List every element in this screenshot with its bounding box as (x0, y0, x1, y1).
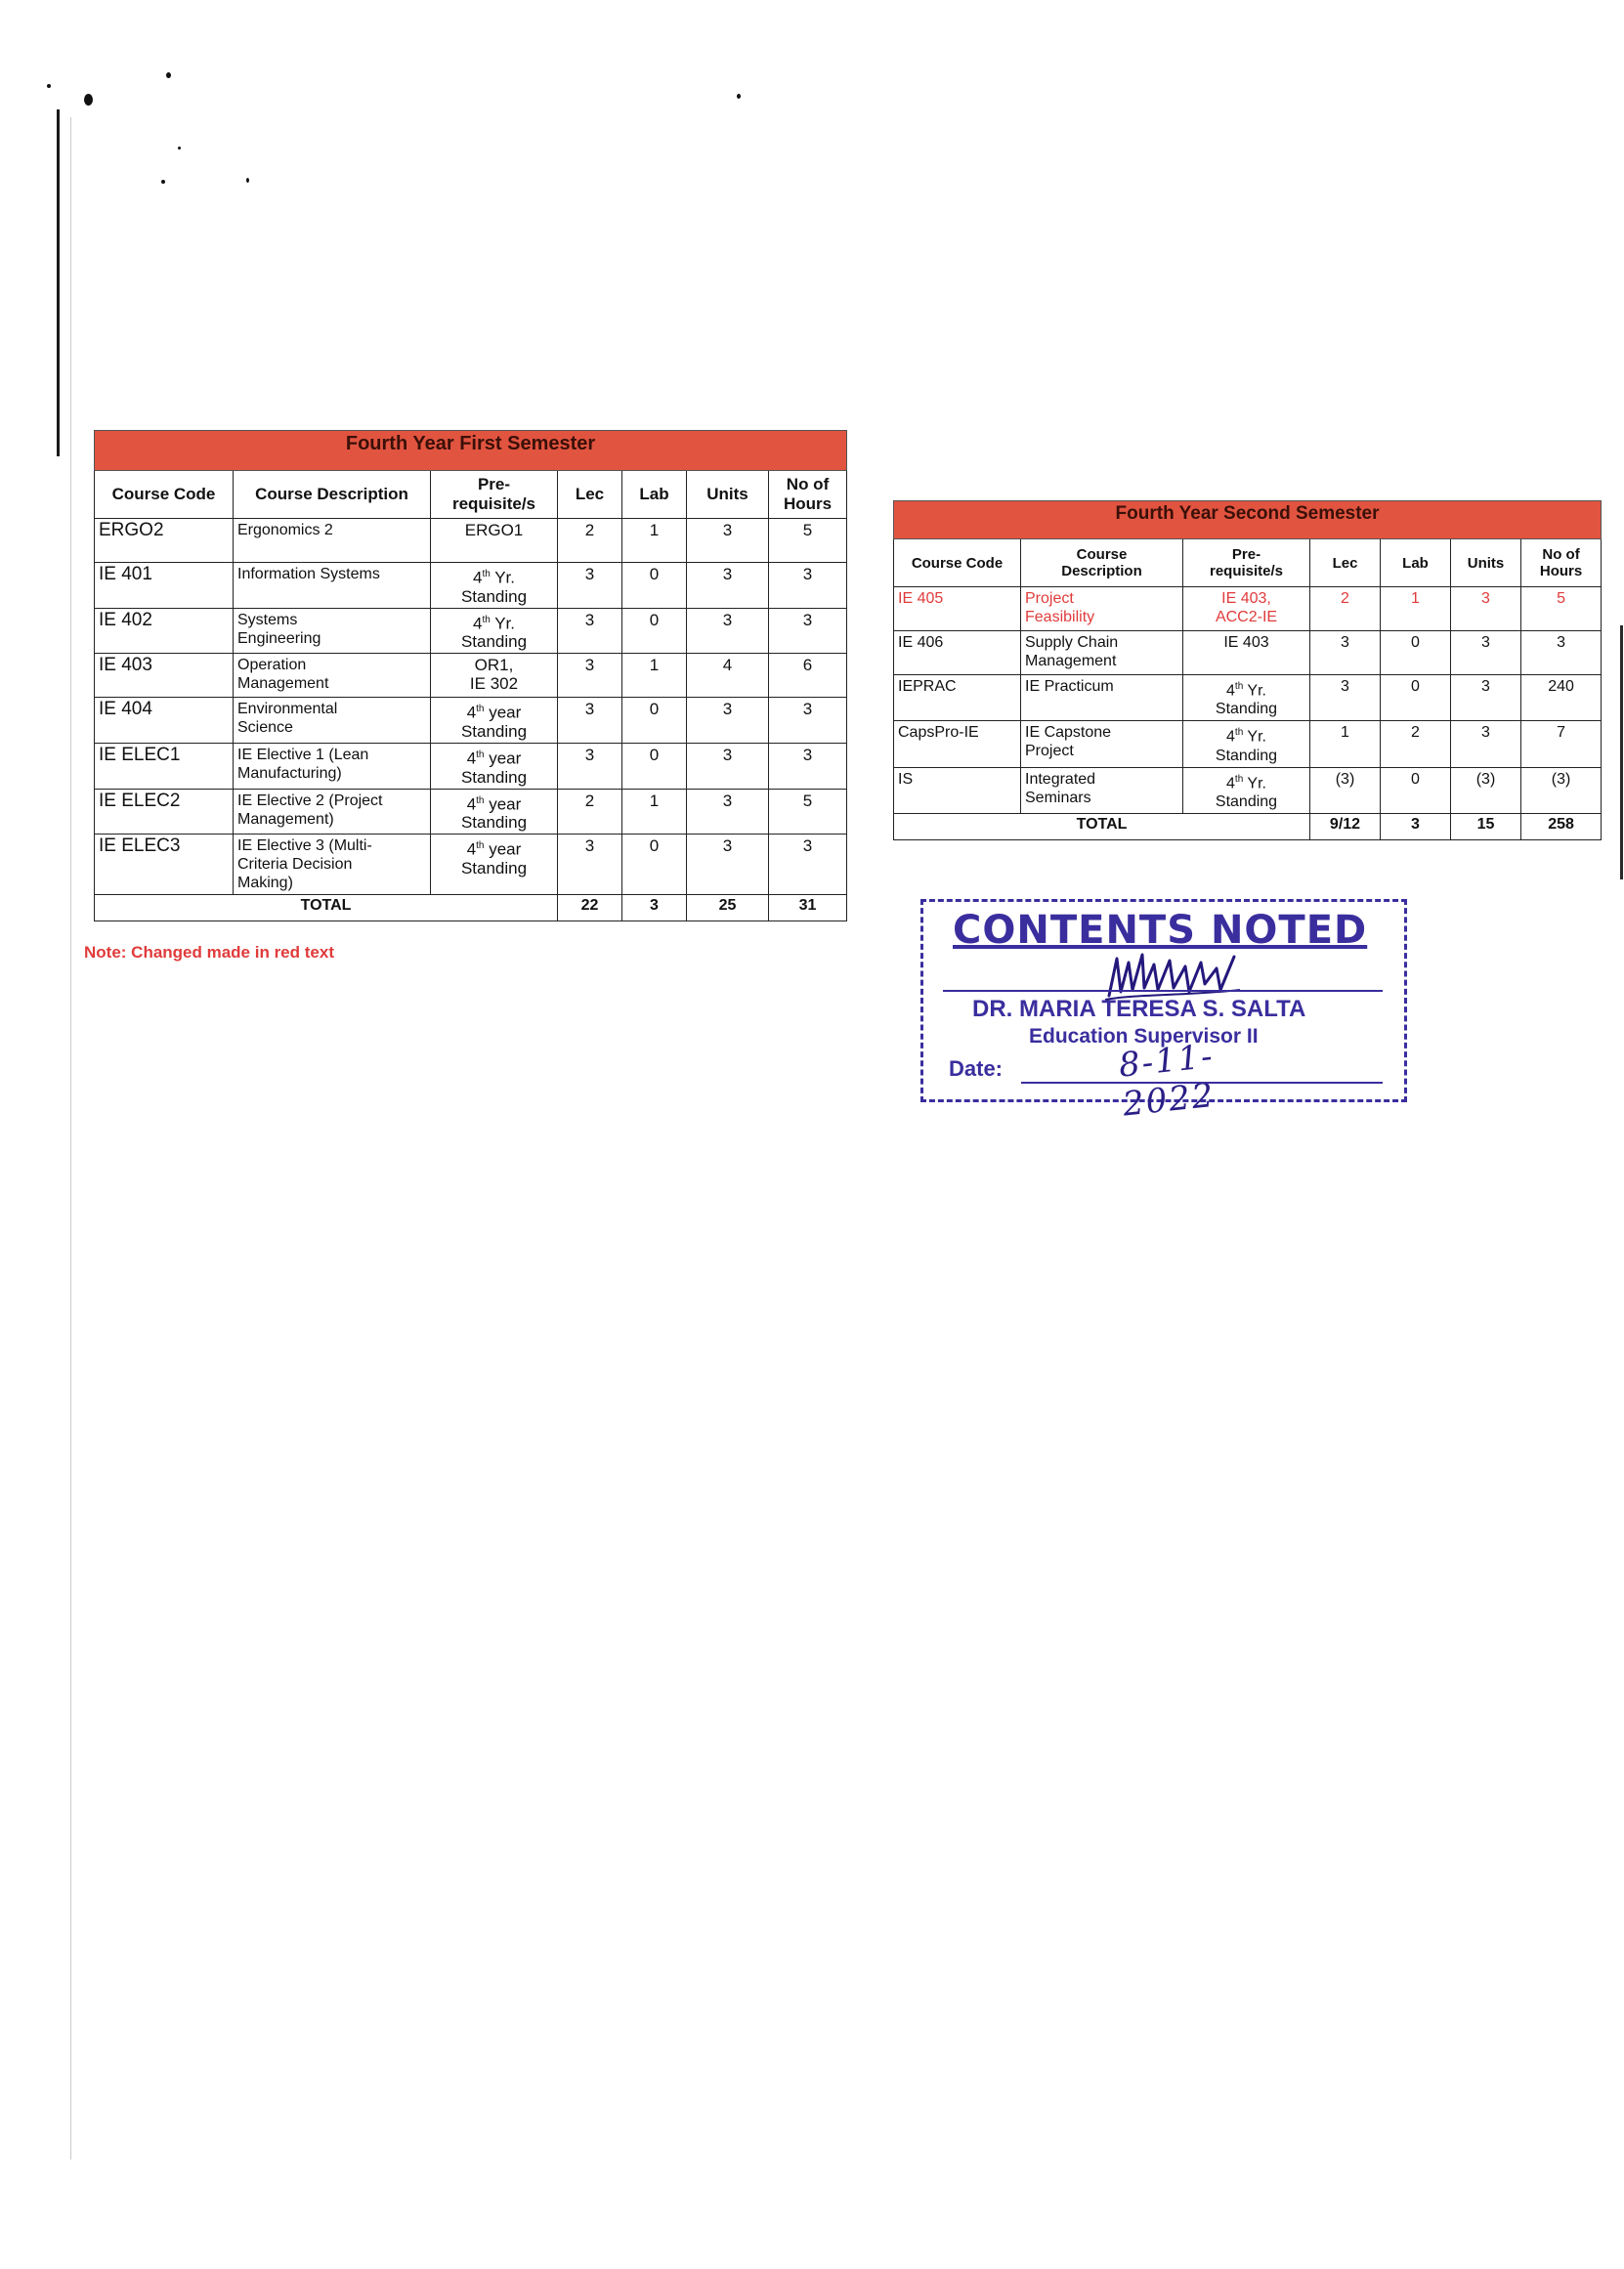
cell-desc: IE Elective 2 (Project Management) (234, 789, 431, 835)
scan-speck (166, 72, 171, 78)
cell-units: 3 (687, 519, 769, 563)
cell-code: IE ELEC3 (95, 835, 234, 895)
stamp-date-value: 8-11-2022 (1117, 1036, 1218, 1125)
cell-units: 3 (1451, 587, 1521, 631)
cell-units: 3 (687, 563, 769, 609)
total-lab: 3 (1381, 813, 1451, 839)
cell-prereq: 4th Yr. Standing (1183, 767, 1310, 813)
cell-desc: Ergonomics 2 (234, 519, 431, 563)
course-row (95, 654, 847, 698)
course-row (95, 789, 847, 835)
cell-code: IE 403 (95, 654, 234, 698)
cell-hours: 6 (769, 654, 847, 698)
cell-desc: Project Feasibility (1021, 587, 1183, 631)
cell-hours: 3 (769, 835, 847, 895)
cell-lab: 0 (622, 743, 687, 789)
cell-desc: Information Systems (234, 563, 431, 609)
cell-units: 3 (687, 743, 769, 789)
cell-units: 4 (687, 654, 769, 698)
course-row (894, 767, 1602, 813)
cell-units: 3 (687, 608, 769, 654)
scan-speck (737, 94, 741, 99)
cell-code: ERGO2 (95, 519, 234, 563)
change-note: Note: Changed made in red text (84, 943, 334, 962)
total-lec: 9/12 (1310, 813, 1381, 839)
cell-prereq: 4th year Standing (431, 698, 558, 744)
header-course-code: Course Code (95, 471, 234, 519)
cell-prereq: IE 403 (1183, 631, 1310, 675)
course-row (95, 698, 847, 744)
header-hours: No of Hours (1521, 539, 1602, 587)
cell-units: 3 (687, 835, 769, 895)
cell-units: 3 (1451, 631, 1521, 675)
cell-lec: 1 (1310, 721, 1381, 767)
course-row (95, 835, 847, 895)
cell-code: IE ELEC2 (95, 789, 234, 835)
total-units: 15 (1451, 813, 1521, 839)
header-course-code: Course Code (894, 539, 1021, 587)
course-row (894, 721, 1602, 767)
cell-lec: (3) (1310, 767, 1381, 813)
cell-desc: IE Practicum (1021, 675, 1183, 721)
cell-lab: 0 (1381, 631, 1451, 675)
total-lab: 3 (622, 895, 687, 921)
total-label: TOTAL (95, 895, 558, 921)
cell-lab: 0 (1381, 675, 1451, 721)
cell-prereq: 4th Yr. Standing (431, 608, 558, 654)
stamp-name: DR. MARIA TERESA S. SALTA (972, 996, 1306, 1022)
header-course-description: Course Description (234, 471, 431, 519)
course-row (894, 675, 1602, 721)
scan-speck (161, 180, 165, 184)
cell-lab: 0 (622, 698, 687, 744)
cell-desc: IE Elective 3 (Multi- Criteria Decision Making) (234, 835, 431, 895)
course-row (95, 519, 847, 563)
contents-noted-stamp (920, 899, 1407, 1125)
cell-desc: Systems Engineering (234, 608, 431, 654)
cell-prereq: OR1, IE 302 (431, 654, 558, 698)
cell-units: (3) (1451, 767, 1521, 813)
cell-hours: 7 (1521, 721, 1602, 767)
cell-code: IE ELEC1 (95, 743, 234, 789)
cell-units: 3 (1451, 675, 1521, 721)
course-row (95, 743, 847, 789)
scan-speck (246, 178, 249, 183)
cell-code: CapsPro-IE (894, 721, 1021, 767)
cell-hours: 3 (769, 743, 847, 789)
cell-lec: 3 (1310, 675, 1381, 721)
header-hours: No of Hours (769, 471, 847, 519)
scan-speck (178, 147, 181, 150)
cell-lab: 2 (1381, 721, 1451, 767)
cell-lab: 1 (622, 654, 687, 698)
stamp-role: Education Supervisor II (1029, 1025, 1259, 1048)
cell-prereq: 4th year Standing (431, 789, 558, 835)
signature-scrawl (1099, 945, 1246, 1004)
stamp-title: CONTENTS NOTED (953, 908, 1368, 953)
cell-code: IS (894, 767, 1021, 813)
cell-units: 3 (687, 698, 769, 744)
cell-hours: 3 (769, 608, 847, 654)
semester-title: Fourth Year Second Semester (894, 501, 1602, 539)
total-hours: 31 (769, 895, 847, 921)
cell-lec: 3 (558, 608, 622, 654)
cell-lec: 2 (558, 519, 622, 563)
cell-hours: 5 (1521, 587, 1602, 631)
scan-edge-line (70, 117, 71, 2160)
cell-desc: IE Elective 1 (Lean Manufacturing) (234, 743, 431, 789)
cell-units: 3 (1451, 721, 1521, 767)
cell-code: IEPRAC (894, 675, 1021, 721)
stamp-date-rule (1021, 1082, 1383, 1084)
header-lec: Lec (1310, 539, 1381, 587)
cell-lec: 3 (558, 563, 622, 609)
course-row (95, 563, 847, 609)
cell-hours: 5 (769, 519, 847, 563)
header-units: Units (1451, 539, 1521, 587)
cell-code: IE 401 (95, 563, 234, 609)
cell-prereq: 4th Yr. Standing (1183, 675, 1310, 721)
stamp-date-label: Date: (949, 1056, 1004, 1081)
cell-lab: 1 (622, 789, 687, 835)
cell-desc: Operation Management (234, 654, 431, 698)
total-lec: 22 (558, 895, 622, 921)
cell-desc: Supply Chain Management (1021, 631, 1183, 675)
scan-speck (47, 84, 51, 88)
scan-speck (84, 94, 93, 106)
cell-units: 3 (687, 789, 769, 835)
cell-hours: (3) (1521, 767, 1602, 813)
cell-prereq: 4th Yr. Standing (1183, 721, 1310, 767)
second-semester-rows (894, 587, 1602, 814)
cell-lab: 0 (622, 563, 687, 609)
cell-lab: 1 (622, 519, 687, 563)
cell-prereq: 4th Yr. Standing (431, 563, 558, 609)
first-semester-table (94, 430, 847, 921)
cell-lec: 3 (558, 835, 622, 895)
cell-code: IE 402 (95, 608, 234, 654)
header-lec: Lec (558, 471, 622, 519)
semester-title: Fourth Year First Semester (95, 431, 847, 471)
cell-desc: Environmental Science (234, 698, 431, 744)
cell-desc: Integrated Seminars (1021, 767, 1183, 813)
course-row (894, 587, 1602, 631)
cell-code: IE 406 (894, 631, 1021, 675)
scan-edge-mark (57, 109, 60, 456)
total-hours: 258 (1521, 813, 1602, 839)
cell-prereq: ERGO1 (431, 519, 558, 563)
course-row (894, 631, 1602, 675)
header-prerequisites: Pre- requisite/s (1183, 539, 1310, 587)
scan-edge-mark-right (1620, 625, 1623, 879)
cell-hours: 3 (1521, 631, 1602, 675)
cell-code: IE 404 (95, 698, 234, 744)
total-units: 25 (687, 895, 769, 921)
cell-prereq: 4th year Standing (431, 835, 558, 895)
cell-desc: IE Capstone Project (1021, 721, 1183, 767)
total-label: TOTAL (894, 813, 1310, 839)
header-lab: Lab (622, 471, 687, 519)
cell-hours: 240 (1521, 675, 1602, 721)
stamp-rule (943, 990, 1383, 992)
cell-lab: 0 (622, 835, 687, 895)
header-units: Units (687, 471, 769, 519)
cell-lab: 1 (1381, 587, 1451, 631)
cell-lab: 0 (1381, 767, 1451, 813)
cell-lab: 0 (622, 608, 687, 654)
first-semester-rows (95, 519, 847, 895)
course-row (95, 608, 847, 654)
cell-lec: 3 (558, 743, 622, 789)
cell-prereq: IE 403, ACC2-IE (1183, 587, 1310, 631)
cell-lec: 2 (558, 789, 622, 835)
cell-lec: 3 (1310, 631, 1381, 675)
cell-hours: 3 (769, 698, 847, 744)
cell-hours: 3 (769, 563, 847, 609)
header-course-description: Course Description (1021, 539, 1183, 587)
cell-lec: 3 (558, 698, 622, 744)
second-semester-table (893, 500, 1602, 840)
cell-lec: 3 (558, 654, 622, 698)
header-prerequisites: Pre- requisite/s (431, 471, 558, 519)
cell-prereq: 4th year Standing (431, 743, 558, 789)
cell-code: IE 405 (894, 587, 1021, 631)
cell-lec: 2 (1310, 587, 1381, 631)
cell-hours: 5 (769, 789, 847, 835)
header-lab: Lab (1381, 539, 1451, 587)
